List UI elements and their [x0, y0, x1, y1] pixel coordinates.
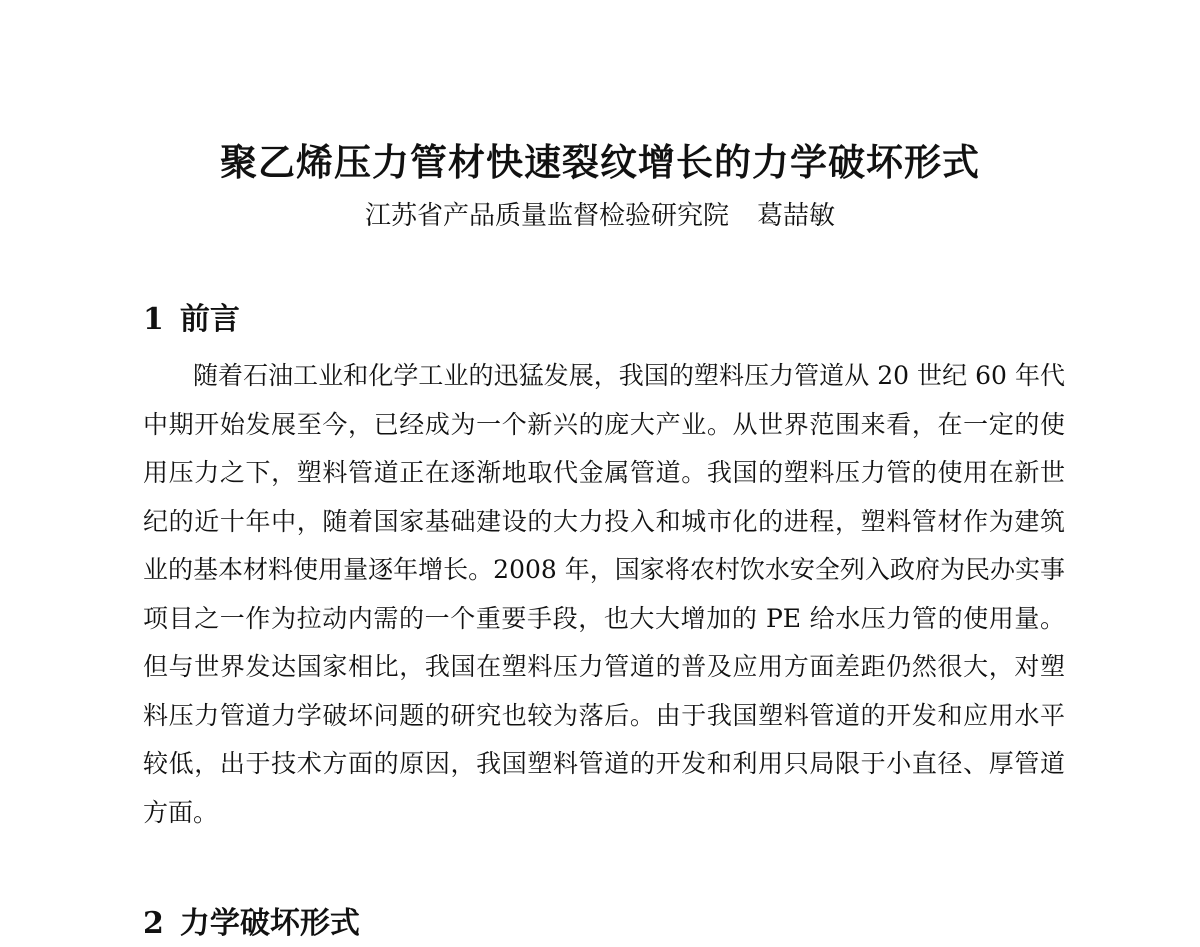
- section-title: 前言: [179, 302, 240, 337]
- section-title: 力学破坏形式: [179, 906, 360, 941]
- author-institution: 江苏省产品质量监督检验研究院: [364, 201, 729, 231]
- section-number: 2: [143, 906, 164, 941]
- section-number: 1: [143, 302, 164, 337]
- section-heading-1: [143, 300, 240, 340]
- byline: [0, 198, 1200, 234]
- section-1-paragraph: 随着石油工业和化学工业的迅猛发展，我国的塑料压力管道从 20 世纪 60 年代中期开始发展至今，已经成为一个新兴的庞大产业。从世界范围来看，在一定的使用压力之下，塑料管道正在逐渐地取代金属管道。我国的塑料压力管的使用在新世纪的近十年中，随着国家基础建设的大力投入和城市化的进程，塑料管材作为建筑业的基本材料使用量逐年增长。2008 年，国家将农村饮水安全列入政府为民办实事项目之一作为拉动内需的一个重要手段，也大大增加的 PE 给水压力管的使用量。但与世界发达国家相比，我国在塑料压力管道的普及应用方面差距仍然很大，对塑料压力管道力学破坏问题的研究也较为落后。由于我国塑料管道的开发和应用水平较低，出于技术方面的原因，我国塑料管道的开发和利用只局限于小直径、厚管道方面。: [143, 361, 1065, 827]
- document-title: 聚乙烯压力管材快速裂纹增长的力学破坏形式: [220, 140, 980, 184]
- author-name: 葛喆敏: [757, 201, 836, 231]
- section-heading-2: [143, 904, 360, 944]
